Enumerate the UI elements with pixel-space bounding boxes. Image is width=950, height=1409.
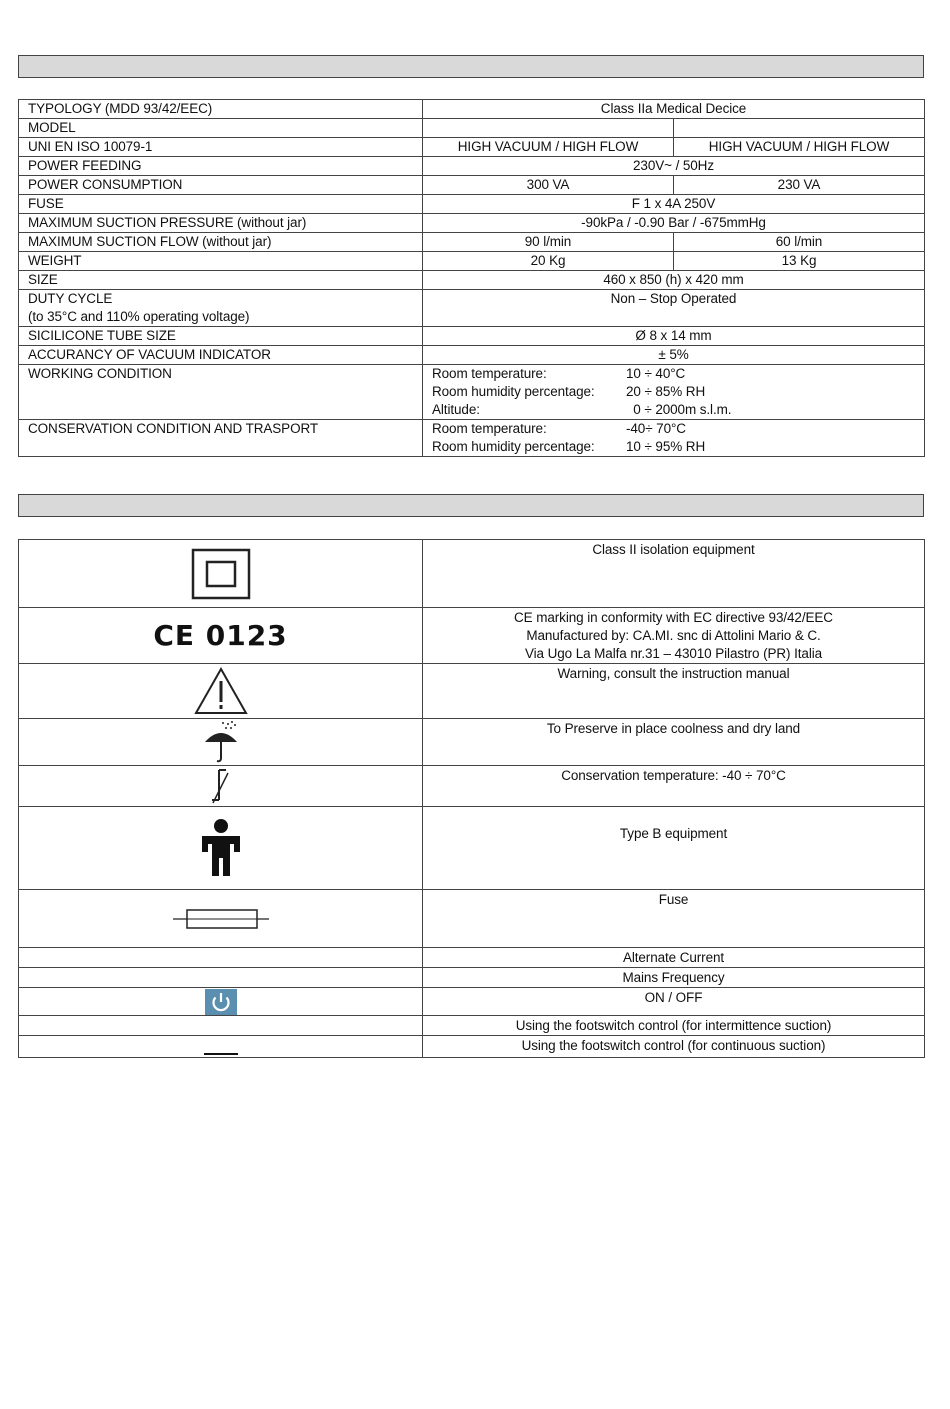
spec-value-uni-b: HIGH VACUUM / HIGH FLOW xyxy=(674,138,925,157)
symbol-desc-warning: Warning, consult the instruction manual xyxy=(423,664,925,719)
spec-value-max-flow-b: 60 l/min xyxy=(674,233,925,252)
condition-key: Room temperature: xyxy=(432,421,547,436)
spec-label-conservation: CONSERVATION CONDITION AND TRASPORT xyxy=(19,420,423,457)
spec-value-power-consumption-a: 300 VA xyxy=(423,176,674,195)
continuous-line-icon xyxy=(204,1051,238,1057)
class2-icon xyxy=(19,540,422,607)
spec-label-model: MODEL xyxy=(19,119,423,138)
condition-key: Room humidity percentage: xyxy=(432,439,595,454)
thermometer-icon xyxy=(19,766,422,806)
table-row xyxy=(19,1036,925,1058)
table-row xyxy=(19,233,925,252)
spec-value-working xyxy=(423,365,925,420)
symbol-cell xyxy=(19,1036,423,1058)
symbol-cell xyxy=(19,608,423,664)
condition-key: Room temperature: xyxy=(432,366,547,381)
spec-label-max-flow: MAXIMUM SUCTION FLOW (without jar) xyxy=(19,233,423,252)
condition-value: 10 ÷ 40°C xyxy=(626,366,686,381)
spec-label-fuse: FUSE xyxy=(19,195,423,214)
spec-label-size: SIZE xyxy=(19,271,423,290)
table-row xyxy=(19,252,925,271)
duty-cycle-label: DUTY CYCLE xyxy=(28,291,113,306)
table-row xyxy=(19,138,925,157)
spec-label-uni: UNI EN ISO 10079-1 xyxy=(19,138,423,157)
symbol-cell xyxy=(19,719,423,766)
typeb-label: Type B equipment xyxy=(619,826,728,841)
specifications-table xyxy=(18,99,925,457)
symbol-desc-temp: Conservation temperature: -40 ÷ 70°C xyxy=(423,766,925,807)
condition-line xyxy=(432,383,915,401)
spec-label-tube: SICILICONE TUBE SIZE xyxy=(19,327,423,346)
spec-value-size: 460 x 850 (h) x 420 mm xyxy=(423,271,925,290)
table-row xyxy=(19,807,925,890)
symbol-cell xyxy=(19,1016,423,1036)
spec-label-duty-cycle xyxy=(19,290,423,327)
symbol-desc-fuse: Fuse xyxy=(423,890,925,948)
spec-label-max-pressure: MAXIMUM SUCTION PRESSURE (without jar) xyxy=(19,214,423,233)
condition-line xyxy=(432,365,915,383)
condition-key: Room humidity percentage: xyxy=(432,384,595,399)
ce-line: Manufactured by: CA.MI. snc di Attolini Mario & C. xyxy=(526,628,821,643)
table-row xyxy=(19,100,925,119)
power-icon xyxy=(205,989,237,1015)
table-row xyxy=(19,766,925,807)
spec-value-duty-cycle: Non – Stop Operated xyxy=(423,290,925,327)
table-row xyxy=(19,195,925,214)
table-row xyxy=(19,365,925,420)
condition-line xyxy=(432,420,915,438)
symbol-cell xyxy=(19,766,423,807)
spec-value-fuse: F 1 x 4A 250V xyxy=(423,195,925,214)
condition-line xyxy=(432,438,915,456)
symbol-desc-ac: Alternate Current xyxy=(423,948,925,968)
table-row xyxy=(19,608,925,664)
symbol-desc-freq: Mains Frequency xyxy=(423,968,925,988)
symbol-desc-foot-inter: Using the footswitch control (for intermittence suction) xyxy=(423,1016,925,1036)
table-row xyxy=(19,271,925,290)
table-row xyxy=(19,719,925,766)
table-row xyxy=(19,1016,925,1036)
spec-value-model-b xyxy=(674,119,925,138)
section-header-bar-specs xyxy=(18,55,924,78)
symbol-desc-onoff: ON / OFF xyxy=(423,988,925,1016)
table-row xyxy=(19,540,925,608)
symbol-desc-typeb xyxy=(423,807,925,890)
symbols-table xyxy=(18,539,925,1058)
spec-value-power-feeding: 230V~ / 50Hz xyxy=(423,157,925,176)
condition-key: Altitude: xyxy=(432,402,480,417)
table-row xyxy=(19,664,925,719)
fuse-icon xyxy=(19,890,422,947)
spec-label-power-feeding: POWER FEEDING xyxy=(19,157,423,176)
spec-value-max-pressure: -90kPa / -0.90 Bar / -675mmHg xyxy=(423,214,925,233)
spec-value-power-consumption-b: 230 VA xyxy=(674,176,925,195)
condition-value: 20 ÷ 85% RH xyxy=(626,384,706,399)
symbol-desc-foot-cont: Using the footswitch control (for continuous suction) xyxy=(423,1036,925,1058)
section-header-bar-symbols xyxy=(18,494,924,517)
table-row xyxy=(19,214,925,233)
spec-value-model-a xyxy=(423,119,674,138)
table-row xyxy=(19,290,925,327)
spec-label-accuracy: ACCURANCY OF VACUUM INDICATOR xyxy=(19,346,423,365)
spec-label-typology: TYPOLOGY (MDD 93/42/EEC) xyxy=(19,100,423,119)
spec-label-weight: WEIGHT xyxy=(19,252,423,271)
table-row xyxy=(19,157,925,176)
spec-value-weight-b: 13 Kg xyxy=(674,252,925,271)
ce-mark-icon: CE 0123 xyxy=(153,618,288,652)
symbol-cell xyxy=(19,988,423,1016)
type-b-person-icon xyxy=(19,807,422,889)
table-row xyxy=(19,176,925,195)
condition-value: -40÷ 70°C xyxy=(626,421,686,436)
symbol-cell xyxy=(19,948,423,968)
umbrella-icon xyxy=(19,719,422,765)
table-row xyxy=(19,948,925,968)
spec-value-weight-a: 20 Kg xyxy=(423,252,674,271)
spec-value-max-flow-a: 90 l/min xyxy=(423,233,674,252)
table-row xyxy=(19,327,925,346)
table-row xyxy=(19,346,925,365)
ce-line: CE marking in conformity with EC directive 93/42/EEC xyxy=(514,610,833,625)
table-row xyxy=(19,988,925,1016)
table-row xyxy=(19,119,925,138)
symbol-cell xyxy=(19,807,423,890)
spec-value-uni-a: HIGH VACUUM / HIGH FLOW xyxy=(423,138,674,157)
warning-icon xyxy=(19,664,422,718)
symbol-cell xyxy=(19,664,423,719)
table-row xyxy=(19,420,925,457)
symbol-desc-preserve: To Preserve in place coolness and dry land xyxy=(423,719,925,766)
spec-value-typology: Class IIa Medical Decice xyxy=(423,100,925,119)
symbol-cell xyxy=(19,540,423,608)
condition-value: 10 ÷ 95% RH xyxy=(626,439,706,454)
spec-label-power-consumption: POWER CONSUMPTION xyxy=(19,176,423,195)
ce-line: Via Ugo La Malfa nr.31 – 43010 Pilastro (PR) Italia xyxy=(524,646,823,661)
condition-value: 0 ÷ 2000m s.l.m. xyxy=(626,402,732,417)
table-row xyxy=(19,968,925,988)
duty-cycle-sublabel: (to 35°C and 110% operating voltage) xyxy=(28,309,250,324)
symbol-desc-ce xyxy=(423,608,925,664)
symbol-cell xyxy=(19,890,423,948)
spec-value-tube: Ø 8 x 14 mm xyxy=(423,327,925,346)
symbol-cell xyxy=(19,968,423,988)
spec-value-conservation xyxy=(423,420,925,457)
symbol-desc-class2: Class II isolation equipment xyxy=(423,540,925,608)
table-row xyxy=(19,890,925,948)
condition-line xyxy=(432,401,915,419)
spec-value-accuracy: ± 5% xyxy=(423,346,925,365)
spec-label-working: WORKING CONDITION xyxy=(19,365,423,420)
